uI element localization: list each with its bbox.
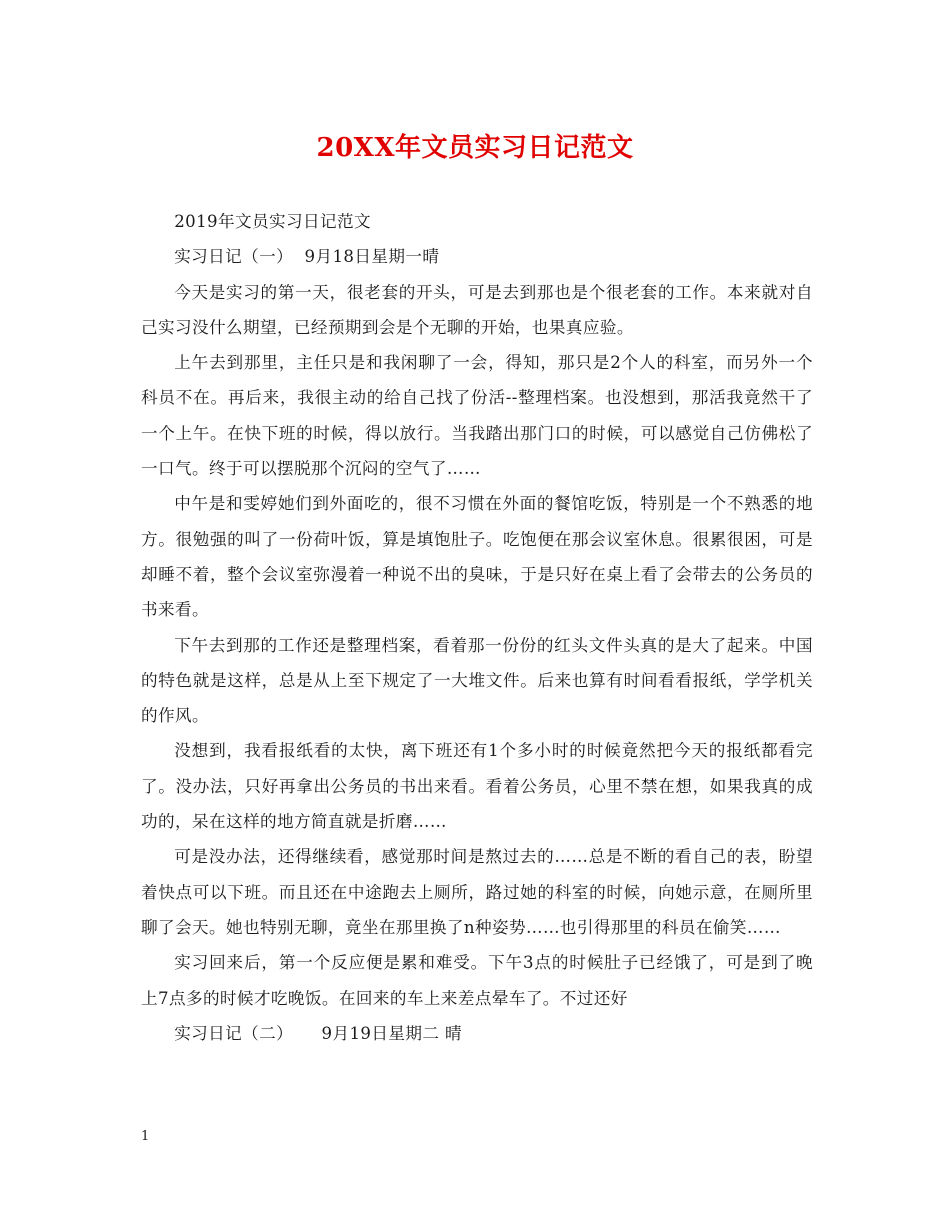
paragraph: 实习日记（二） 9月19日星期二 晴 [174,1023,463,1043]
paragraph: 今天是实习的第一天，很老套的开头，可是去到那也是个很老套的工作。本来就对自己实习没什么期望，已经预期到会是个无聊的开始，也果真应验。 [141,282,813,337]
paragraph: 实习回来后，第一个反应便是累和难受。下午3点的时候肚子已经饿了，可是到了晚上7点多的时候才吃晚饭。在回来的车上来差点晕车了。不过还好 [141,953,813,1008]
paragraph: 中午是和雯婷她们到外面吃的，很不习惯在外面的餐馆吃饭，特别是一个不熟悉的地方。很勉强的叫了一份荷叶饭，算是填饱肚子。吃饱便在那会议室休息。很累很困，可是却睡不着，整个会议室弥漫着一种说不出的臭味，于是只好在桌上看了会带去的公务员的书来看。 [141,494,813,620]
paragraph: 上午去到那里，主任只是和我闲聊了一会，得知，那只是2个人的科室，而另外一个科员不在。再后来，我很主动的给自己找了份活--整理档案。也没想到，那活我竟然干了一个上午。在快下班的时候，得以放行。当我踏出那门口的时候，可以感觉自己仿佛松了一口气。终于可以摆脱那个沉闷的空气了…… [141,353,813,479]
paragraph: 可是没办法，还得继续看，感觉那时间是熬过去的……总是不断的看自己的表，盼望着快点可以下班。而且还在中途跑去上厕所，路过她的科室的时候，向她示意，在厕所里聊了会天。她也特别无聊，竟坐在那里换了n种姿势……也引得那里的科员在偷笑…… [141,847,813,937]
paragraph: 没想到，我看报纸看的太快，离下班还有1个多小时的时候竟然把今天的报纸都看完了。没办法，只好再拿出公务员的书出来看。看着公务员，心里不禁在想，如果我真的成功的，呆在这样的地方简直就是折磨…… [141,741,813,832]
paragraph: 2019年文员实习日记范文 [174,212,371,231]
document-body [141,204,813,1051]
paragraph: 实习日记（一） 9月18日星期一晴 [174,247,440,267]
paragraph: 下午去到那的工作还是整理档案，看着那一份份的红头文件头真的是大了起来。中国的特色就是这样，总是从上至下规定了一大堆文件。后来也算有时间看看报纸，学学机关的作风。 [141,635,813,726]
document-title: 20XX年文员实习日记范文 [316,133,634,163]
page-number: 1 [141,1129,150,1144]
